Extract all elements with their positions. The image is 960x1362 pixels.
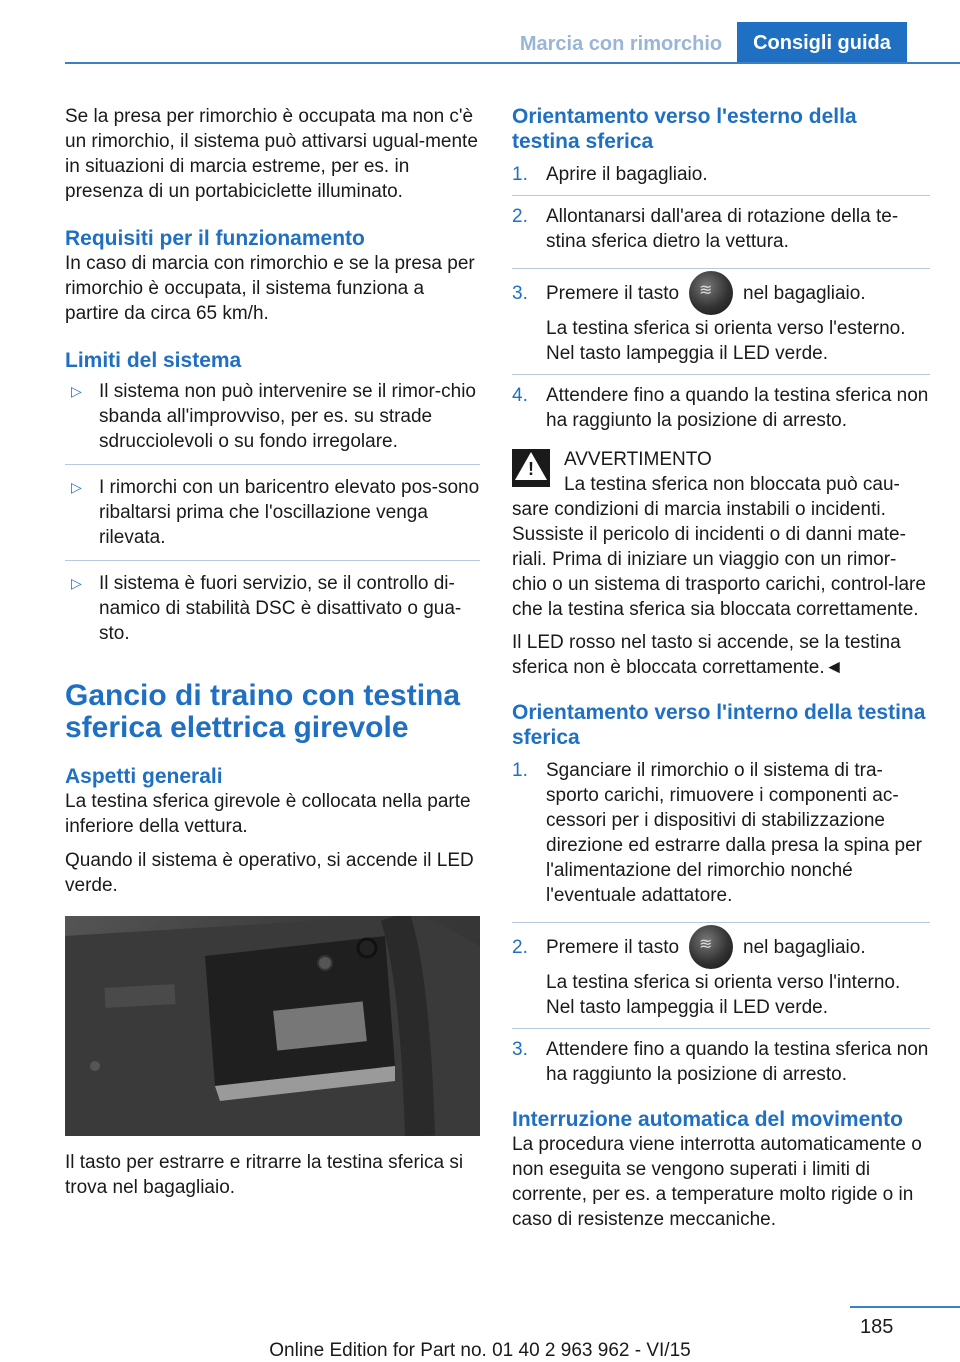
general-text: La testina sferica girevole è collocata nella parte inferiore della vettura. xyxy=(65,791,471,837)
right-column xyxy=(512,104,930,1232)
triangle-bullet-icon: ▷ xyxy=(71,383,82,399)
footer-rule xyxy=(850,1306,960,1308)
requirements-heading: Requisiti per il funzionamento xyxy=(65,227,365,250)
step-divider xyxy=(512,1028,930,1029)
ball-head-button-icon: ≋ xyxy=(689,271,733,315)
interrupt-text: La procedura viene interrotta automaticamente o non eseguita se vengono superati i limiti di corrente, per es. a temperature molto rigide o in caso di resistenze meccaniche. xyxy=(512,1134,922,1230)
limits-bullet: ▷ Il sistema non può intervenire se il rimor-chio sbanda all'improvviso, per es. su strade sdrucciolevoli o su fondo irregolare. xyxy=(71,381,476,452)
page-number: 185 xyxy=(860,1316,894,1338)
bullet-divider xyxy=(65,464,480,465)
header-rule xyxy=(65,62,960,64)
photo-caption: Il tasto per estrarre e ritrarre la testina sferica si trova nel bagagliaio. xyxy=(65,1152,464,1198)
warning-title: AVVERTIMENTO xyxy=(564,449,712,470)
general-text: Quando il sistema è operativo, si accende il LED verde. xyxy=(65,850,474,896)
triangle-bullet-icon: ▷ xyxy=(71,479,82,495)
inward-heading: Orientamento verso l'interno della testina sferica xyxy=(512,701,926,749)
chapter-tab: Consigli guida xyxy=(737,22,907,62)
step-divider xyxy=(512,195,930,196)
edition-footer: Online Edition for Part no. 01 40 2 963 962 - VI/15 xyxy=(269,1340,691,1361)
warning-text: La testina sferica non bloccata può cau-sare condizioni di marcia instabili o incidenti. Sussiste il pericolo di incidenti o di danni mate-riali. Prima di iniziare un viaggio con un rimor-chio o un sistema di trasporto carichi, control-lare che la testina sferica sia bloccata correttamente. xyxy=(512,474,926,620)
inward-step: 3. Attendere fino a quando la testina sferica non ha raggiunto la posizione di arresto. xyxy=(512,1039,929,1085)
outward-step: 3. Premere il tasto ≋ nel bagagliaio. La testina sferica si orienta verso l'esterno. Nel tasto lampeggia il LED verde. xyxy=(512,281,930,366)
general-heading: Aspetti generali xyxy=(65,765,223,788)
requirements-text: In caso di marcia con rimorchio e se la presa per rimorchio è occupata, il sistema funziona a partire da circa 65 km/h. xyxy=(65,253,475,324)
trunk-photo xyxy=(65,916,480,1136)
step-divider xyxy=(512,268,930,269)
triangle-bullet-icon: ▷ xyxy=(71,575,82,591)
outward-step: 4. Attendere fino a quando la testina sferica non ha raggiunto la posizione di arresto. xyxy=(512,385,929,431)
ball-head-button-icon: ≋ xyxy=(689,925,733,969)
limits-heading: Limiti del sistema xyxy=(65,349,242,372)
intro-paragraph: Se la presa per rimorchio è occupata ma non c'è un rimorchio, il sistema può attivarsi ugual-mente in situazioni di marcia estreme, per es. in presenza di un portabiciclette illuminato. xyxy=(65,106,478,202)
led-text: Il LED rosso nel tasto si accende, se la testina sferica non è bloccata correttamente.◄ xyxy=(512,632,901,678)
outward-step: 2. Allontanarsi dall'area di rotazione della te-stina sferica dietro la vettura. xyxy=(512,206,899,252)
left-column xyxy=(65,104,480,1200)
interrupt-heading: Interruzione automatica del movimento xyxy=(512,1108,903,1131)
section-tab: Marcia con rimorchio xyxy=(519,33,723,55)
main-heading: Gancio di traino con testina sferica elettrica girevole xyxy=(65,679,461,744)
outward-heading: Orientamento verso l'esterno della testina sferica xyxy=(512,105,857,153)
inward-step: 2. Premere il tasto ≋ nel bagagliaio. La testina sferica si orienta verso l'interno. Nel tasto lampeggia il LED verde. xyxy=(512,935,930,1020)
limits-bullet: ▷ I rimorchi con un baricentro elevato pos-sono ribaltarsi prima che l'oscillazione venga rilevata. xyxy=(71,477,480,548)
trunk-illustration xyxy=(65,916,480,1136)
inward-step: 1. Sganciare il rimorchio o il sistema di tra-sporto carichi, rimuovere i componenti ac-cessori per i dispositivi di stabilizzazione direzione ed estrarre dalla presa la spina per l'alimentazione del rimorchio nonché l'eventuale adattatore. xyxy=(512,760,922,906)
outward-step: 1. Aprire il bagagliaio. xyxy=(512,164,708,185)
limits-bullet: ▷ Il sistema è fuori servizio, se il controllo di-namico di stabilità DSC è disattivato o gua-sto. xyxy=(71,573,462,644)
step-divider xyxy=(512,374,930,375)
warning-icon: ! xyxy=(512,449,550,487)
warning-block xyxy=(512,447,930,479)
bullet-divider xyxy=(65,560,480,561)
step-divider xyxy=(512,922,930,923)
